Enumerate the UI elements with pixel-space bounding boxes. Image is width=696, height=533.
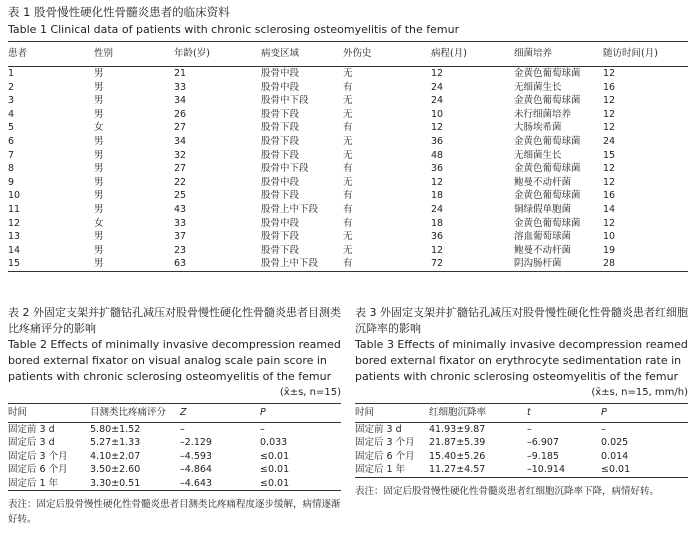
- table1-cell: 22: [174, 176, 187, 188]
- table1-cell: 15: [8, 257, 94, 271]
- table1-cell: 12: [431, 68, 444, 79]
- table1-cell: 股骨下段: [261, 135, 300, 147]
- table3-cell: 固定后 3 个月: [355, 437, 415, 449]
- table1-cell: 36: [431, 135, 444, 147]
- table2-cell: –4.643: [180, 477, 260, 491]
- table1-cell: 鲍曼不动杆菌: [514, 244, 572, 256]
- table1-header-cell: 病变区域: [261, 42, 343, 67]
- table2-cell: –2.129: [180, 437, 212, 449]
- table1-cell: 10: [8, 190, 21, 202]
- table1-cell: 63: [174, 257, 261, 271]
- table3-cell: 固定后 6 个月: [355, 450, 415, 462]
- table1-cell: 无: [343, 68, 353, 79]
- table1-cell: 男: [94, 163, 104, 175]
- table3-cell: 0.025: [601, 437, 629, 449]
- table1-cell: 33: [174, 81, 187, 93]
- table1-row: [8, 81, 688, 95]
- table1-cell: 股骨中段: [261, 217, 300, 229]
- table1-row: [8, 162, 688, 176]
- table1-cell: 有: [343, 190, 353, 202]
- table1-header-cell: 患者: [8, 42, 94, 67]
- table1-row: [8, 217, 688, 231]
- table1-cell: 有: [343, 203, 353, 215]
- table1-cell: 1: [8, 68, 15, 79]
- table1-row: [8, 176, 688, 190]
- table1-cell: 2: [8, 81, 15, 93]
- table2-row: [8, 450, 341, 463]
- table2-cell: 固定后 1 年: [8, 477, 90, 491]
- table1-cell: 26: [174, 108, 187, 120]
- table1-header-row: [8, 42, 688, 67]
- table2-cell: –: [260, 424, 265, 435]
- table3-cell: –10.914: [527, 463, 601, 477]
- table2-header-cell: P: [260, 404, 341, 423]
- table2-row: [8, 477, 341, 491]
- table1-cell: 铜绿假单胞菌: [514, 203, 572, 215]
- table1-row: [8, 257, 688, 271]
- table1-cell: 有: [343, 217, 353, 229]
- table1-cell: 14: [603, 203, 616, 215]
- table1-header-cell: 外伤史: [343, 42, 431, 67]
- table1-cell: 8: [8, 163, 15, 175]
- table1-cell: 金黄色葡萄球菌: [514, 95, 581, 107]
- table1-header-cell: 病程(月): [431, 42, 514, 67]
- table1-cell: 股骨下段: [261, 231, 300, 243]
- table1-cell: 12: [603, 163, 616, 175]
- table1-cell: 阴沟肠杆菌: [514, 257, 603, 271]
- table1-cell: 无: [343, 176, 353, 188]
- table1-cell: 12: [603, 108, 616, 120]
- table1-cell: 未行细菌培养: [514, 108, 572, 120]
- table1-header-cell: 随访时间(月): [603, 42, 688, 67]
- table1-cell: 28: [603, 257, 688, 271]
- table1-cell: 14: [8, 244, 21, 256]
- table1-cell: 48: [431, 149, 444, 161]
- table1-cell: 13: [8, 231, 21, 243]
- table1-cell: 男: [94, 190, 104, 202]
- table1-cell: 男: [94, 203, 104, 215]
- table1-row: [8, 67, 688, 81]
- table1-cell: 12: [431, 176, 444, 188]
- table1-cell: 有: [343, 122, 353, 134]
- table1-cell: 6: [8, 135, 15, 147]
- table1-caption: [8, 4, 459, 38]
- table1-cell: 股骨上中下段: [261, 257, 343, 271]
- table1-cell: 15: [603, 149, 616, 161]
- table2-row: [8, 463, 341, 476]
- table1-cell: 18: [431, 217, 444, 229]
- table1-cell: 无细菌生长: [514, 81, 562, 93]
- table1-cell: 23: [174, 244, 187, 256]
- table1-cell: 金黄色葡萄球菌: [514, 190, 581, 202]
- table1-cell: 女: [94, 217, 104, 229]
- table2-cell: –4.864: [180, 464, 212, 476]
- table1-row: [8, 121, 688, 135]
- table1-cell: 无: [343, 244, 353, 256]
- table1-cell: 12: [603, 176, 616, 188]
- table1-cell: 34: [174, 135, 187, 147]
- table1-cell: 无: [343, 135, 353, 147]
- table1-cell: 24: [431, 81, 444, 93]
- table1-cell: 男: [94, 149, 104, 161]
- table1-row: [8, 108, 688, 122]
- table1-header-cell: 年龄(岁): [174, 42, 261, 67]
- table2-cell: –: [180, 424, 185, 435]
- table2-cell: 固定后 3 个月: [8, 450, 68, 462]
- table2-stat-note: (x̄±s, n=15): [279, 387, 341, 398]
- table3-cell: 11.27±4.57: [429, 463, 527, 477]
- table1-cell: 金黄色葡萄球菌: [514, 68, 581, 79]
- table1-cell: 股骨中段: [261, 68, 300, 79]
- table2-cell: 5.80±1.52: [90, 424, 141, 435]
- table1-cell: 12: [603, 217, 616, 229]
- table1-row: [8, 149, 688, 163]
- table2-row: [8, 423, 341, 437]
- table2-cell: 0.033: [260, 437, 288, 449]
- table3-cell: 0.014: [601, 450, 629, 462]
- table3-header-cell: 时间: [355, 404, 429, 423]
- table1-cell: 12: [8, 217, 21, 229]
- table1-cell: 鲍曼不动杆菌: [514, 176, 572, 188]
- table1-cell: 21: [174, 68, 187, 79]
- table1-cell: 股骨下段: [261, 149, 300, 161]
- table1-row: [8, 94, 688, 108]
- table3-header-cell: t: [527, 404, 601, 423]
- table1-cell: 16: [603, 190, 616, 202]
- table2-header-row: [8, 404, 341, 423]
- table2-cell: 3.30±0.51: [90, 477, 180, 491]
- table2-pain-score: [8, 403, 341, 491]
- table1-cell: 24: [431, 203, 444, 215]
- table1-cell: 有: [343, 163, 353, 175]
- table1-row: [8, 203, 688, 217]
- table2-cell: 固定后 3 d: [8, 437, 55, 449]
- table1-cell: 无细菌生长: [514, 149, 562, 161]
- table3-cell: 15.40±5.26: [429, 450, 486, 462]
- table2-cell: 5.27±1.33: [90, 437, 141, 449]
- table1-cell: 19: [603, 244, 616, 256]
- table3-caption-en: Table 3 Effects of minimally invasive decompression reamed bored external fixator on erythrocyte sedimentation rate in patients with chronic sclerosing osteomyelitis of the femur: [355, 338, 688, 383]
- table1-cell: 男: [94, 135, 104, 147]
- table1-cell: 12: [603, 122, 616, 134]
- table1-cell: 7: [8, 149, 15, 161]
- table1-cell: 股骨中段: [261, 176, 300, 188]
- table1-caption-en: Table 1 Clinical data of patients with chronic sclerosing osteomyelitis of the femur: [8, 23, 460, 36]
- table1-cell: 男: [94, 68, 104, 79]
- table2-header-cell: 时间: [8, 404, 90, 423]
- table1-cell: 溶血葡萄球菌: [514, 231, 572, 243]
- table2-section: [8, 305, 341, 527]
- table1-row: [8, 135, 688, 149]
- table2-cell: –4.593: [180, 450, 212, 462]
- table3-header-cell: 红细胞沉降率: [429, 404, 527, 423]
- table1-cell: 无: [343, 108, 353, 120]
- table1-cell: 无: [343, 231, 353, 243]
- table2-caption-en: Table 2 Effects of minimally invasive decompression reamed bored external fixator on visual analog scale pain score in patients with chronic sclerosing osteomyelitis of the femur: [8, 338, 341, 383]
- table1-cell: 女: [94, 122, 104, 134]
- table1-row: [8, 230, 688, 244]
- table1-cell: 股骨中下段: [261, 163, 309, 175]
- table1-cell: 33: [174, 217, 187, 229]
- table3-cell: ≤0.01: [601, 463, 688, 477]
- table2-note: 表注：固定后股骨慢性硬化性骨髓炎患者目测类比疼痛程度逐步缓解，病情逐渐好转。: [8, 499, 341, 526]
- table3-caption-zh: 表 3 外固定支架并扩髓钻孔减压对股骨慢性硬化性骨髓炎患者红细胞沉降率的影响: [355, 306, 688, 335]
- table1-cell: 10: [431, 108, 444, 120]
- table3-cell: –: [601, 424, 606, 435]
- table1-cell: 24: [603, 135, 616, 147]
- table1-cell: 43: [174, 203, 187, 215]
- table1-cell: 有: [343, 81, 353, 93]
- table1-row: [8, 189, 688, 203]
- table3-row: [355, 463, 688, 477]
- table1-cell: 16: [603, 81, 616, 93]
- table1-cell: 27: [174, 163, 187, 175]
- table1-cell: 36: [431, 163, 444, 175]
- table1-cell: 股骨下段: [261, 122, 300, 134]
- table1-cell: 股骨下段: [261, 244, 300, 256]
- table1-cell: 72: [431, 257, 514, 271]
- table1-cell: 金黄色葡萄球菌: [514, 163, 581, 175]
- table3-row: [355, 450, 688, 463]
- table1-cell: 男: [94, 244, 104, 256]
- table1-cell: 5: [8, 122, 15, 134]
- table1-cell: 9: [8, 176, 15, 188]
- table2-cell: 固定后 6 个月: [8, 464, 68, 476]
- table1-cell: 12: [603, 95, 616, 107]
- table1-cell: 36: [431, 231, 444, 243]
- table3-row: [355, 436, 688, 449]
- table3-cell: 固定前 3 d: [355, 424, 402, 435]
- table3-cell: –: [527, 424, 532, 435]
- table1-cell: 27: [174, 122, 187, 134]
- table1-cell: 大肠埃希菌: [514, 122, 562, 134]
- table1-cell: 有: [343, 257, 431, 271]
- table1-cell: 金黄色葡萄球菌: [514, 217, 581, 229]
- table1-cell: 无: [343, 149, 353, 161]
- table1-header-cell: 细菌培养: [514, 42, 603, 67]
- table1-cell: 无: [343, 95, 353, 107]
- table3-section: [355, 305, 688, 499]
- table1-cell: 男: [94, 176, 104, 188]
- table1-cell: 股骨下段: [261, 108, 300, 120]
- table2-cell: ≤0.01: [260, 450, 290, 462]
- table2-cell: ≤0.01: [260, 464, 290, 476]
- table1-cell: 男: [94, 257, 174, 271]
- table3-cell: 21.87±5.39: [429, 437, 486, 449]
- table3-row: [355, 423, 688, 437]
- table3-cell: –9.185: [527, 450, 559, 462]
- table1-cell: 24: [431, 95, 444, 107]
- table1-cell: 32: [174, 149, 187, 161]
- table3-cell: 41.93±9.87: [429, 424, 486, 435]
- table1-cell: 18: [431, 190, 444, 202]
- table1-cell: 12: [431, 244, 444, 256]
- table2-cell: 固定前 3 d: [8, 424, 55, 435]
- table2-caption-zh: 表 2 外固定支架并扩髓钻孔减压对股骨慢性硬化性骨髓炎患者目测类比疼痛评分的影响: [8, 306, 341, 335]
- table3-header-cell: P: [601, 404, 688, 423]
- table3-stat-note: (x̄±s, n=15, mm/h): [591, 387, 688, 398]
- table1-cell: 男: [94, 231, 104, 243]
- table1-cell: 股骨上中下段: [261, 203, 319, 215]
- table1-cell: 3: [8, 95, 15, 107]
- table1-row: [8, 244, 688, 258]
- table3-cell: –6.907: [527, 437, 559, 449]
- table1-cell: 股骨中下段: [261, 95, 309, 107]
- table1-cell: 男: [94, 108, 104, 120]
- table1-cell: 37: [174, 231, 187, 243]
- table1-caption-zh: 表 1 股骨慢性硬化性骨髓炎患者的临床资料: [8, 5, 230, 19]
- table2-row: [8, 436, 341, 449]
- table1-cell: 4: [8, 108, 15, 120]
- table1-clinical-data: [8, 41, 688, 272]
- table3-cell: 固定后 1 年: [355, 463, 429, 477]
- table1-cell: 男: [94, 81, 104, 93]
- table2-header-cell: 目测类比疼痛评分: [90, 404, 180, 423]
- table1-cell: 金黄色葡萄球菌: [514, 135, 581, 147]
- table2-header-cell: Z: [180, 404, 260, 423]
- table2-cell: 4.10±2.07: [90, 450, 141, 462]
- table3-esr: [355, 403, 688, 478]
- table1-cell: 股骨下段: [261, 190, 300, 202]
- table1-cell: 男: [94, 95, 104, 107]
- table1-header-cell: 性别: [94, 42, 174, 67]
- table1-cell: 12: [431, 122, 444, 134]
- table1-cell: 12: [603, 68, 616, 79]
- table1-cell: 10: [603, 231, 616, 243]
- table3-note: 表注：固定后股骨慢性硬化性骨髓炎患者红细胞沉降率下降，病情好转。: [355, 485, 660, 497]
- table2-cell: 3.50±2.60: [90, 464, 141, 476]
- table1-cell: 股骨中段: [261, 81, 300, 93]
- table2-cell: ≤0.01: [260, 477, 341, 491]
- table1-cell: 25: [174, 190, 187, 202]
- table1-cell: 34: [174, 95, 187, 107]
- table1-cell: 11: [8, 203, 21, 215]
- table3-header-row: [355, 404, 688, 423]
